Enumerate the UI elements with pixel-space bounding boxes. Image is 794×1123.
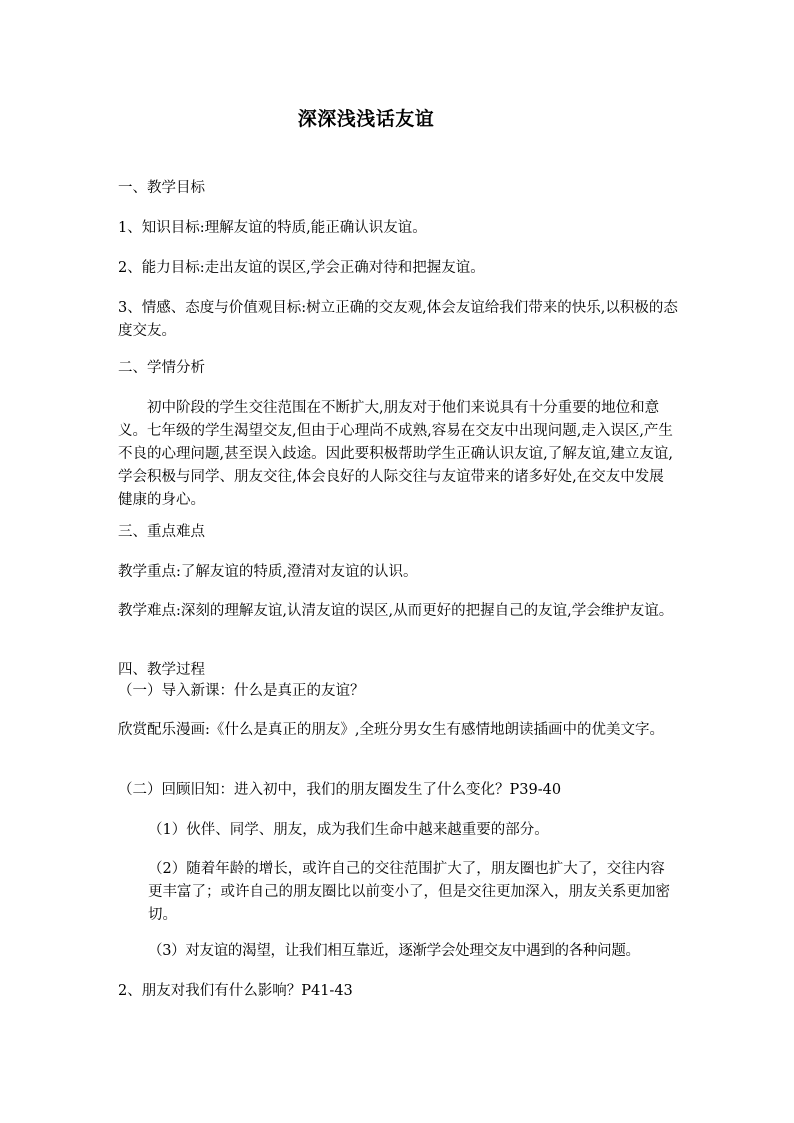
section-heading-key-points: 三、重点难点: [118, 524, 205, 540]
section-heading-goals: 一、教学目标: [118, 180, 205, 196]
goal-knowledge: 1、知识目标:理解友谊的特质,能正确认识友谊。: [118, 220, 427, 236]
section-heading-analysis: 二、学情分析: [118, 360, 205, 376]
step-review: （二）回顾旧知：进入初中，我们的朋友圈发生了什么变化？P39-40: [118, 782, 562, 798]
change-item-1: （1）伙伴、同学、朋友，成为我们生命中越来越重要的部分。: [148, 822, 549, 838]
document-title: 深深浅浅话友谊: [297, 108, 435, 130]
section-heading-process: 四、教学过程: [118, 662, 205, 678]
teaching-difficulty: 教学难点:深刻的理解友谊,认清友谊的误区,从而更好的把握自己的友谊,学会维护友谊。: [118, 603, 674, 619]
teaching-key-point: 教学重点:了解友谊的特质,澄清对友谊的认识。: [118, 564, 418, 580]
step-intro: （一）导入新课：什么是真正的友谊？: [118, 683, 365, 699]
change-item-3: （3）对友谊的渴望，让我们相互靠近，逐渐学会处理交友中遇到的各种问题。: [148, 943, 640, 959]
question-friend-influence: 2、朋友对我们有什么影响？P41-43: [118, 983, 353, 999]
analysis-paragraph: 初中阶段的学生交往范围在不断扩大,朋友对于他们来说具有十分重要的地位和意义。七年级的学生渴望交友,但由于心理尚不成熟,容易在交友中出现问题,走入误区,产生不良的心理问题,甚至误入歧途。因此要积极帮助学生正确认识友谊,了解友谊,建立友谊,学会积极与同学、朋友交往,体会良好的人际交往与友谊带来的诸多好处,在交友中发展健康的身心。: [118, 400, 673, 508]
step-intro-detail: 欣赏配乐漫画:《什么是真正的朋友》,全班分男女生有感情地朗读插画中的优美文字。: [118, 722, 664, 738]
change-item-2: （2）随着年龄的增长，或许自己的交往范围扩大了，朋友圈也扩大了，交往内容更丰富了；或许自己的朋友圈比以前变小了，但是交往更加深入，朋友关系更加密切。: [148, 861, 670, 923]
goal-ability: 2、能力目标:走出友谊的误区,学会正确对待和把握友谊。: [118, 260, 485, 276]
goal-emotion: 3、情感、态度与价值观目标:树立正确的交友观,体会友谊给我们带来的快乐,以积极的态度交友。: [118, 300, 678, 339]
